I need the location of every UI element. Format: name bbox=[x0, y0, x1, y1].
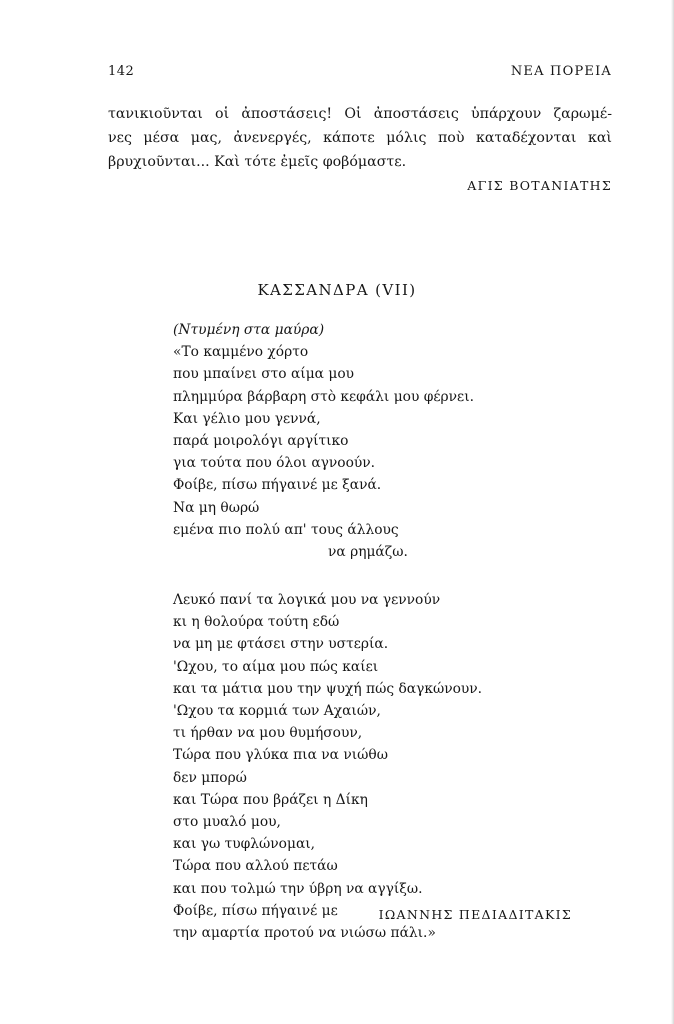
poem-body bbox=[173, 319, 613, 944]
poem-line: Λευκό πανί τα λογικά μου να γεννούν bbox=[173, 592, 441, 609]
poem-epigraph: (Ντυμένη στα μαύρα) bbox=[173, 322, 325, 338]
poem-line: και γω τυφλώνομαι, bbox=[173, 836, 316, 853]
poem-line-indented: να ρημάζω. bbox=[328, 543, 408, 560]
poem-line: να μη με φτάσει στην υστερία. bbox=[173, 636, 389, 653]
prose-ending bbox=[108, 102, 612, 174]
poem-line: «Το καμμένο χόρτο bbox=[173, 344, 309, 361]
poem-line: και που τολμώ την ύβρη να αγγίξω. bbox=[173, 880, 423, 897]
prose-line: βρυχιοῦνται... Καὶ τότε ἐμεῖς φοβόμαστε. bbox=[108, 154, 407, 170]
poem-line: 'Ωχου, το αίμα μου πώς καίει bbox=[173, 658, 379, 675]
poem-title: ΚΑΣΣΑΝΔΡΑ (VII) bbox=[257, 281, 417, 299]
running-header bbox=[108, 64, 612, 86]
poem-line: την αμαρτία προτού να νιώσω πάλι.» bbox=[173, 924, 436, 941]
poem-line: 'Ωχου τα κορμιά των Αχαιών, bbox=[173, 703, 381, 719]
poem-line: Τώρα που αλλού πετάω bbox=[173, 858, 338, 875]
poem-line: Τώρα που γλύκα πια να νιώθω bbox=[173, 747, 388, 764]
poem-line: Και γέλιο μου γεννά, bbox=[173, 410, 321, 427]
poem-line: κι η θολούρα τούτη εδώ bbox=[173, 614, 340, 631]
poem-line: για τούτα που όλοι αγνοούν. bbox=[173, 455, 376, 472]
poem-stanza-2 bbox=[173, 589, 613, 944]
prose-author-signature: ΑΓΙΣ ΒΟΤΑΝΙΑΤΗΣ bbox=[467, 178, 612, 193]
prose-line: νες μέσα μας, ἀνενεργές, κάποτε μόλις ποὺ καταδέχονται καὶ bbox=[108, 130, 612, 146]
poem-line: εμένα πιο πολύ απ' τους άλλους bbox=[173, 521, 399, 538]
poem-line: τι ήρθαν να μου θυμήσουν, bbox=[173, 725, 363, 742]
poem-line: Να μη θωρώ bbox=[173, 499, 260, 516]
journal-title: ΝΕΑ ΠΟΡΕΙΑ bbox=[510, 64, 612, 79]
poem-line: Φοίβε, πίσω πήγαινέ με bbox=[173, 902, 338, 919]
poem-line: πλημμύρα βάρβαρη στὸ κεφάλι μου φέρνει. bbox=[173, 388, 474, 405]
page-number: 142 bbox=[108, 64, 135, 79]
poem-line: και τα μάτια μου την ψυχή πώς δαγκώνουν. bbox=[173, 680, 483, 697]
poem-line: που μπαίνει στο αίμα μου bbox=[173, 366, 355, 383]
poem-author-signature: ΙΩΑΝΝΗΣ ΠΕΔΙΑΔΙΤΑΚΙΣ bbox=[378, 907, 572, 922]
poem-line: παρά μοιρολόγι αργίτικο bbox=[173, 432, 349, 449]
poem-stanza-1 bbox=[173, 341, 613, 563]
poem-line: και Τώρα που βράζει η Δίκη bbox=[173, 791, 368, 808]
stanza-gap bbox=[173, 563, 613, 589]
poem-line: Φοίβε, πίσω πήγαινέ με ξανά. bbox=[173, 477, 382, 494]
prose-line: τανικιοῦνται οἱ ἀποστάσεις! Οἱ ἀποστάσεις ὑπάρχουν ζαρωμέ- bbox=[108, 106, 612, 122]
poem-line: δεν μπορώ bbox=[173, 769, 247, 786]
poem-line: στο μυαλό μου, bbox=[173, 813, 281, 830]
